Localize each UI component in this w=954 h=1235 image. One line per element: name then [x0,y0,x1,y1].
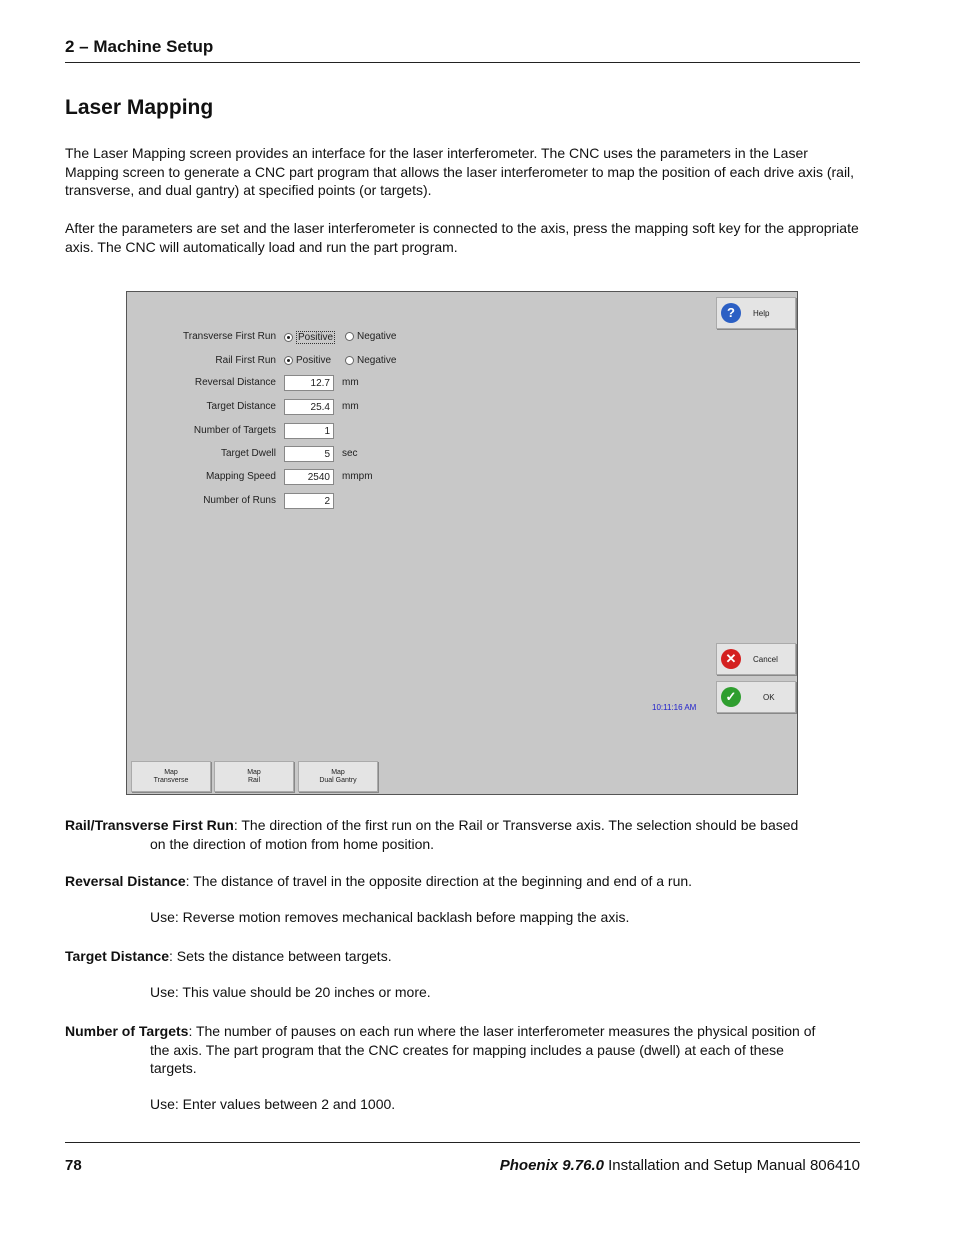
cancel-button[interactable]: ✕ Cancel [716,643,796,675]
help-icon: ? [721,303,741,323]
clock-time: 10:11:16 AM [652,703,697,712]
page-title: Laser Mapping [65,96,214,119]
cancel-icon: ✕ [721,649,741,669]
radio-selected-icon [284,356,293,365]
target-distance-unit: mm [342,401,359,412]
number-of-targets-label: Number of Targets [193,425,276,436]
number-of-targets-input[interactable]: 1 [284,423,334,439]
transverse-first-run-label: Transverse First Run [183,331,276,342]
mapping-speed-label: Mapping Speed [205,471,276,482]
footer-manual-title: Phoenix 9.76.0 Installation and Setup Manual 806410 [499,1157,860,1174]
definition-reversal-distance: Reversal Distance: The distance of travel in the opposite direction at the beginning and end of a run. [65,873,693,889]
ok-check-icon: ✓ [721,687,741,707]
transverse-negative-radio[interactable]: Negative [345,331,396,342]
target-dwell-input[interactable]: 5 [284,446,334,462]
number-of-runs-input[interactable]: 2 [284,493,334,509]
page-number: 78 [65,1157,82,1174]
reversal-distance-input[interactable]: 12.7 [284,375,334,391]
mapping-speed-unit: mmpm [342,471,373,482]
map-rail-softkey[interactable]: Map Rail [214,761,294,792]
definition-number-of-targets: Number of Targets: The number of pauses on each run where the laser interferometer measures the physical position of the axis. The part program that the CNC creates for mapping includes a pause (dwell) at each of these targets. [65,1023,816,1076]
radio-unselected-icon [345,332,354,341]
targets-use-note: Use: Enter values between 2 and 1000. [150,1096,396,1112]
reversal-distance-label: Reversal Distance [194,377,276,388]
target-dwell-unit: sec [342,448,358,459]
target-dwell-label: Target Dwell [220,448,276,459]
radio-unselected-icon [345,356,354,365]
transverse-positive-radio[interactable]: Positive [284,331,335,344]
section-header: 2 – Machine Setup [65,37,214,56]
mapping-speed-input[interactable]: 2540 [284,469,334,485]
help-button[interactable]: ? Help [716,297,796,329]
reversal-use-note: Use: Reverse motion removes mechanical backlash before mapping the axis. [150,909,630,925]
rail-positive-radio[interactable]: Positive [284,355,331,366]
definition-rail-transverse: Rail/Transverse First Run: The direction of the first run on the Rail or Transverse axis. The selection should be based on the direction of motion from home position. [65,817,799,852]
reversal-distance-unit: mm [342,377,359,388]
intro-paragraph-2: After the parameters are set and the laser interferometer is connected to the axis, press the mapping soft key for the appropriate axis. The CNC will automatically load and run the part program. [65,220,859,255]
laser-mapping-screen [126,291,798,795]
map-dual-gantry-softkey[interactable]: Map Dual Gantry [298,761,378,792]
definition-target-distance: Target Distance: Sets the distance between targets. [65,948,392,964]
target-distance-input[interactable]: 25.4 [284,399,334,415]
target-distance-label: Target Distance [206,401,276,412]
footer-rule [65,1142,860,1143]
ok-button[interactable]: ✓ OK [716,681,796,713]
rail-first-run-label: Rail First Run [215,355,276,366]
intro-paragraph-1: The Laser Mapping screen provides an interface for the laser interferometer. The CNC uses the parameters in the Laser Mapping screen to generate a CNC part program that allows the laser interferometer to map the position of each drive axis (rail, transverse, and dual gantry) at specified points (or targets). [65,145,855,198]
number-of-runs-label: Number of Runs [203,495,276,506]
radio-selected-icon [284,333,293,342]
header-rule [65,62,860,63]
map-transverse-softkey[interactable]: Map Transverse [131,761,211,792]
rail-negative-radio[interactable]: Negative [345,355,396,366]
target-use-note: Use: This value should be 20 inches or more. [150,984,431,1000]
